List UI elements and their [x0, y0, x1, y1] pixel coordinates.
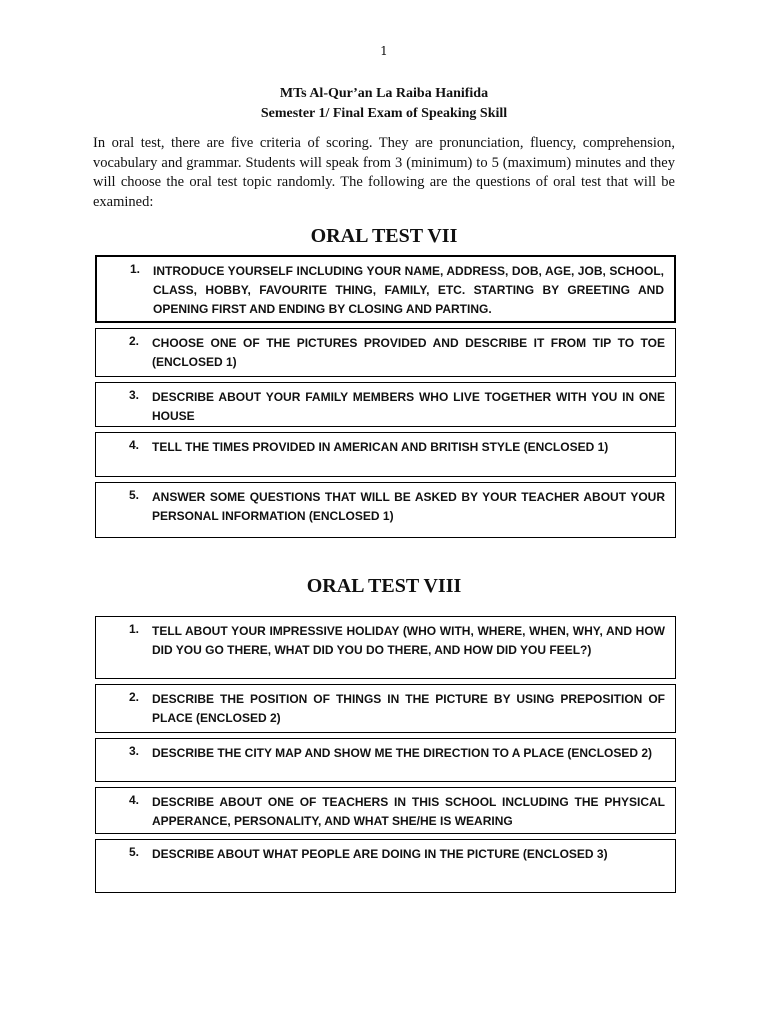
- question-number: 4.: [129, 438, 140, 452]
- question-box: [95, 839, 676, 893]
- question-text: ANSWER SOME QUESTIONS THAT WILL BE ASKED BY YOUR TEACHER ABOUT YOUR PERSONAL INFORMATION (ENCLOSED 1): [152, 490, 665, 523]
- test-title-vii: ORAL TEST VII: [310, 225, 458, 247]
- question-number: 5.: [129, 488, 140, 502]
- question-text: INTRODUCE YOURSELF INCLUDING YOUR NAME, ADDRESS, DOB, AGE, JOB, SCHOOL, CLASS, HOBBY, FAVOURITE THING, FAMILY, ETC. STARTING BY GREETING AND OPENING FIRST AND ENDING BY CLOSING AND PARTING.: [153, 264, 664, 316]
- school-name: MTs Al-Qur’an La Raiba Hanifida: [279, 86, 489, 101]
- question-box: [95, 684, 676, 733]
- question-box: [95, 738, 676, 782]
- intro-paragraph: In oral test, there are five criteria of scoring. They are pronunciation, fluency, comprehension, vocabulary and grammar. Students will speak from 3 (minimum) to 5 (maximum) minutes and they will choose the oral test topic randomly. The following are the questions of oral test that will be examined:: [93, 135, 675, 210]
- question-box: [95, 482, 676, 538]
- question-text: CHOOSE ONE OF THE PICTURES PROVIDED AND DESCRIBE IT FROM TIP TO TOE (ENCLOSED 1): [152, 336, 665, 369]
- question-number: 3.: [129, 388, 140, 402]
- question-box: [95, 616, 676, 679]
- question-box: [95, 432, 676, 477]
- question-number: 4.: [129, 793, 140, 807]
- question-text: TELL ABOUT YOUR IMPRESSIVE HOLIDAY (WHO WITH, WHERE, WHEN, WHY, AND HOW DID YOU GO THERE, WHAT DID YOU DO THERE, AND HOW DID YOU FEEL?): [152, 624, 665, 657]
- exam-subtitle: Semester 1/ Final Exam of Speaking Skill: [260, 106, 508, 121]
- question-box: [95, 255, 676, 323]
- test-title-viii: ORAL TEST VIII: [306, 575, 462, 597]
- question-number: 1.: [129, 622, 140, 636]
- question-box: [95, 328, 676, 377]
- question-box: [95, 382, 676, 427]
- question-text: DESCRIBE ABOUT ONE OF TEACHERS IN THIS SCHOOL INCLUDING THE PHYSICAL APPERANCE, PERSONALITY, AND WHAT SHE/HE IS WEARING: [152, 795, 665, 828]
- question-number: 2.: [129, 690, 140, 704]
- question-box: [95, 787, 676, 834]
- question-text: DESCRIBE THE CITY MAP AND SHOW ME THE DIRECTION TO A PLACE (ENCLOSED 2): [152, 746, 653, 760]
- question-text: DESCRIBE THE POSITION OF THINGS IN THE PICTURE BY USING PREPOSITION OF PLACE (ENCLOSED 2): [152, 692, 665, 725]
- question-text: DESCRIBE ABOUT WHAT PEOPLE ARE DOING IN THE PICTURE (ENCLOSED 3): [152, 847, 608, 861]
- question-number: 3.: [129, 744, 140, 758]
- question-number: 2.: [129, 334, 140, 348]
- page-number: 1: [380, 44, 388, 58]
- question-number: 1.: [130, 262, 141, 276]
- question-text: DESCRIBE ABOUT YOUR FAMILY MEMBERS WHO LIVE TOGETHER WITH YOU IN ONE HOUSE: [152, 390, 665, 423]
- question-number: 5.: [129, 845, 140, 859]
- question-text: TELL THE TIMES PROVIDED IN AMERICAN AND BRITISH STYLE (ENCLOSED 1): [152, 440, 609, 454]
